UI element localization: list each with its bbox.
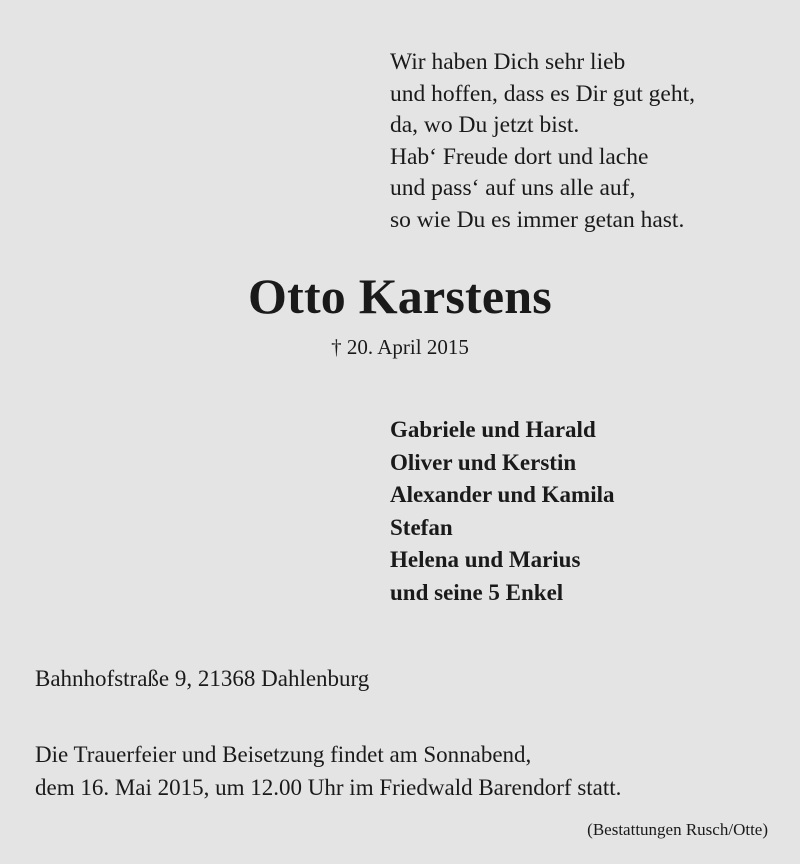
poem-line: und hoffen, dass es Dir gut geht, — [390, 80, 696, 107]
ceremony-line: Die Trauerfeier und Beisetzung findet am Sonnabend, — [35, 742, 532, 767]
mourner-entry: Alexander und Kamila — [390, 482, 615, 508]
mourner-entry: und seine 5 Enkel — [390, 579, 564, 605]
poem-line: und pass‘ auf uns alle auf, — [390, 175, 636, 202]
poem-line: da, wo Du jetzt bist. — [390, 112, 580, 139]
death-date: † 20. April 2015 — [331, 335, 469, 359]
poem-line: so wie Du es immer getan hast. — [390, 206, 685, 233]
deceased-name: Otto Karstens — [248, 268, 552, 324]
undertaker-credit: (Bestattungen Rusch/Otte) — [587, 820, 768, 839]
poem-line: Wir haben Dich sehr lieb — [390, 49, 626, 75]
poem-line: Hab‘ Freude dort und lache — [390, 143, 649, 170]
mourner-entry: Oliver und Kerstin — [390, 449, 577, 475]
mourner-entry: Stefan — [390, 514, 453, 540]
mourners-list — [390, 414, 615, 610]
family-address: Bahnhofstraße 9, 21368 Dahlenburg — [35, 666, 370, 691]
mourner-entry: Gabriele und Harald — [390, 417, 596, 442]
ceremony-info — [35, 738, 621, 804]
ceremony-line: dem 16. Mai 2015, um 12.00 Uhr im Friedwald Barendorf statt. — [35, 775, 622, 800]
mourner-entry: Helena und Marius — [390, 547, 581, 573]
poem — [390, 47, 695, 237]
